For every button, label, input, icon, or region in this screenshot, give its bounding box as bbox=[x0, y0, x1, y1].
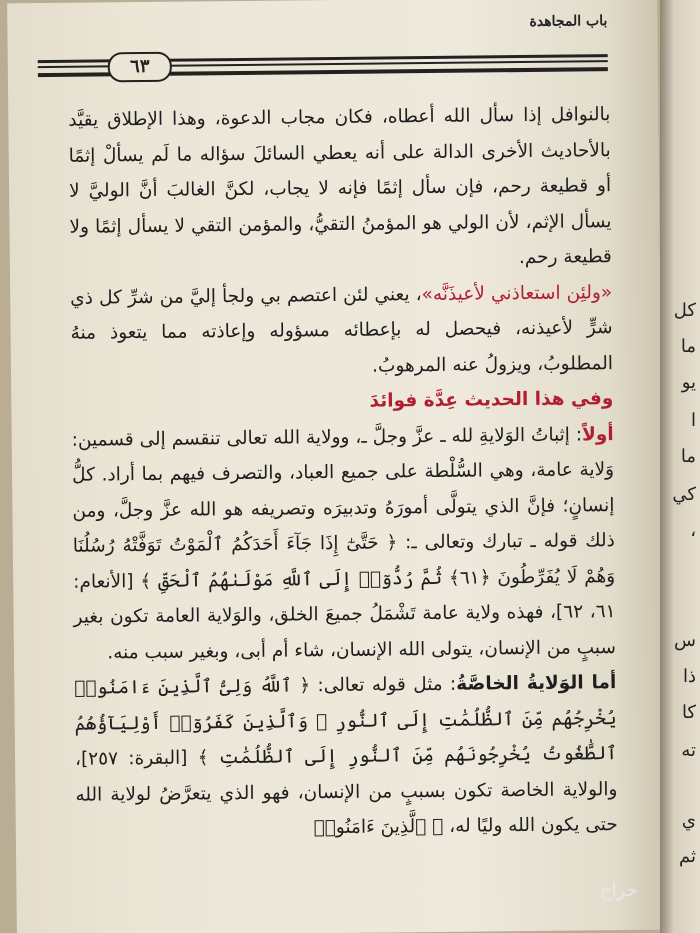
paragraph-text: ، يعني لئن اعتصم بي ولجأ إليَّ من شرِّ كل ذي شرٍّ لأعيذنه، فيحصل له بإعطائه مسؤوله وإعاذته مما يتعوذ منهُ المطلوبُ، ويزولُ عنه المرهوبُ. bbox=[70, 283, 614, 377]
adjacent-page-fragment: كا bbox=[681, 702, 696, 723]
adjacent-page-fragment: س bbox=[674, 630, 696, 651]
paragraph bbox=[72, 417, 617, 671]
verse-reference: [البقرة: ٢٥٧]، bbox=[74, 747, 188, 770]
adjacent-page-fragment: ذا bbox=[682, 666, 696, 687]
adjacent-page-fragment: ثم bbox=[679, 846, 696, 867]
adjacent-page-fragment: يو bbox=[681, 372, 696, 393]
quran-verse: ﴿ حَتَّىٰٓ إِذَا جَآءَ أَحَدَكُمُ ٱلْمَوْتُ تَوَفَّتْهُ رُسُلُنَا وَهُمْ لَا يُفَرِّطُونَ ﴿٦١﴾ ثُمَّ رُدُّوٓا۟ إِلَى ٱللَّهِ مَوْلَىٰهُمُ ٱلْحَقِّ ﴾ bbox=[72, 532, 616, 592]
section-heading: وفي هذا الحديث عِدَّة فوائدَ bbox=[369, 388, 614, 412]
quran-verse: ﴿ ٱللَّهُ وَلِىُّ ٱلَّذِينَ ءَامَنُوا۟ يُخْرِجُهُم مِّنَ ٱلظُّلُمَٰتِ إِلَى ٱلنُّورِ ۖ وَٱلَّذِينَ كَفَرُوٓا۟ أَوْلِيَآؤُهُمُ ٱلطَّٰغُوتُ يُخْرِجُونَهُم مِّنَ ٱلنُّورِ إِلَى ٱلظُّلُمَٰتِ ﴾ bbox=[74, 675, 618, 769]
paragraph: بالنوافل إذا سأل الله أعطاه، فكان مجاب الدعوة، وهذا الإطلاق يقيَّد بالأحاديث الأخرى الدالة على أنه يعطي السائلَ سؤاله ما لَم يسألْ إثمًا أو قطيعة رحم، فإن سأل إثمًا فإنه لا يجاب، لكنَّ الغالبَ أنَّ الوليَّ لا يسأل الإثم، لأن الولي هو المؤمنُ التقيُّ، والمؤمن التقي لا يسأل إثمًا ولا قطيعة رحم. bbox=[68, 104, 612, 269]
adjacent-page-fragment: ا bbox=[690, 410, 696, 431]
watermark: حراج bbox=[600, 880, 638, 901]
running-title: باب المجاهدة bbox=[529, 13, 608, 30]
page-number: ٦٣ bbox=[108, 52, 172, 83]
adjacent-page-fragment: ته bbox=[681, 740, 696, 761]
paragraph-text: : مثل قوله تعالى: bbox=[317, 673, 457, 697]
adjacent-page-fragment: ي bbox=[681, 810, 696, 831]
adjacent-page-fragment: كي bbox=[672, 484, 696, 505]
adjacent-page-fragment: ، bbox=[690, 520, 696, 541]
point-label: أولاً bbox=[581, 423, 614, 445]
quran-verse: ﴿ ٱلَّذِينَ ءَامَنُوا۟ bbox=[313, 815, 444, 839]
adjacent-page-edge bbox=[660, 0, 700, 933]
paragraph-text: فهذه ولاية عامة تَشْمَلُ جميعَ الخلق، والوَلاية العامة تكون بغير سببٍ من الإنسان، يتولى الله الإنسان، شاء أم أبى، وبغير سبب منه. bbox=[73, 601, 617, 663]
page-body bbox=[68, 97, 618, 848]
adjacent-page-fragment: كل bbox=[673, 300, 696, 321]
point-label: أما الوَلايةُ الخاصَّةُ bbox=[456, 672, 617, 695]
adjacent-page-fragment: ما bbox=[680, 336, 696, 357]
paragraph bbox=[70, 275, 613, 387]
paragraph-text: والولاية الخاصة تكون بسببٍ من الإنسان، فهو الذي يتعرَّضُ لولاية الله حتى يكون الله وليًا له، bbox=[75, 778, 618, 837]
paragraph-text: : إثباتُ الوَلايةِ لله ـ عزَّ وجلَّ ـ، وولاية الله تعالى تنقسم إلى قسمين: وَلاية عامة، وهي السُّلْطة على جميع العباد، والتصرف فيهم بما أراد. كلُّ إنسانٍ؛ فإنَّ الذي يتولَّى أمورَهُ وتدبيرَه وتصريفه هو الله عزَّ وجلَّ، ومن ذلك قوله ـ تبارك وتعالى ـ: bbox=[71, 423, 615, 554]
verse-reference: [الأنعام: ٦١، ٦٢]، bbox=[73, 570, 616, 623]
hadith-quote: «ولئِن استعاذني لأعيذَنَّه» bbox=[421, 281, 613, 305]
adjacent-page-fragment: ما bbox=[680, 446, 696, 467]
book-page bbox=[7, 0, 667, 933]
paragraph bbox=[74, 665, 618, 848]
